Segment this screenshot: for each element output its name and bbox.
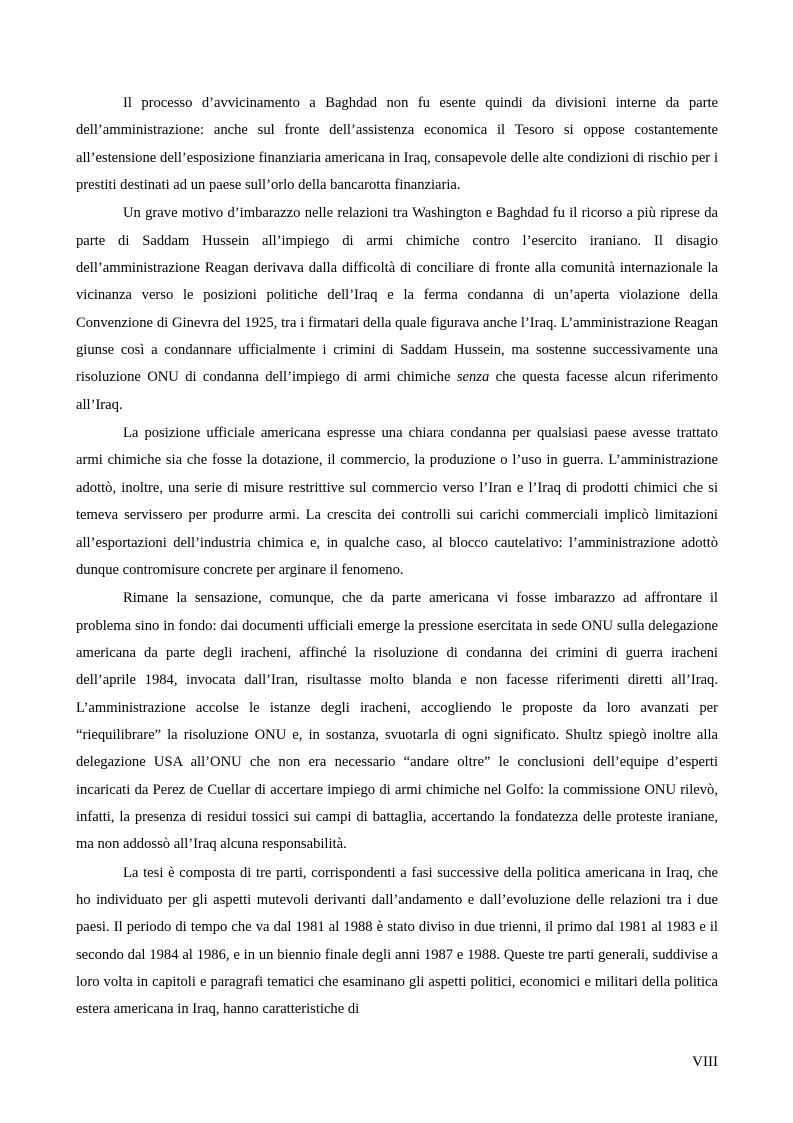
paragraph-1: Il processo d’avvicinamento a Baghdad non fu esente quindi da divisioni interne da parte dell’amministrazione: anche sul fronte dell’assistenza economica il Tesoro si oppose costantemente all’estensione dell’esposizione finanziaria americana in Iraq, consapevole delle alte condizioni di rischio per i prestiti destinati ad un paese sull’orlo della bancarotta finanziaria. <box>76 95 718 194</box>
paragraph-3: La posizione ufficiale americana espresse una chiara condanna per qualsiasi paese avesse trattato armi chimiche sia che fosse la dotazione, il commercio, la produzione o l’uso in guerra. L’amministrazione adottò, inoltre, una serie di misure restrittive sul commercio verso l’Iran e l’Iraq di prodotti chimici che si temeva servissero per produrre armi. La crescita dei controlli sui carichi commerciali implicò limitazioni all’esportazioni dell’industria chimica e, in qualche caso, al blocco cautelativo: l’amministrazione adottò dunque contromisure concrete per arginare il fenomeno. <box>76 425 718 578</box>
paragraph-2-italic-word: senza <box>456 369 490 386</box>
paragraph-4: Rimane la sensazione, comunque, che da parte americana vi fosse imbarazzo ad affrontare il problema sino in fondo: dai documenti ufficiali emerge la pressione esercitata in sede ONU sulla delegazione americana da parte degli iracheni, affinché la risoluzione di condanna dei crimini di guerra iracheni dell’aprile 1984, invocata dall’Iran, risultasse molto blanda e non facesse riferimenti diretti all’Iraq. L’amministrazione accolse le istanze degli iracheni, accogliendo le proposte da loro avanzati per “riequilibrare” la risoluzione ONU e, in sostanza, svuotarla di ogni significato. Shultz spiegò inoltre alla delegazione USA all’ONU che non era necessario “andare oltre” le conclusioni dell’equipe d’esperti incaricati da Perez de Cuellar di accertare impiego di armi chimiche nel Golfo: la commissione ONU rilevò, infatti, la presenza di residui tossici sui campi di battaglia, accertando la fondatezza delle proteste iraniane, ma non addossò all’Iraq alcuna responsabilità. <box>76 590 718 853</box>
page-body <box>76 90 718 1025</box>
page-number: VIII <box>692 1054 718 1070</box>
paragraph-2 <box>76 200 718 419</box>
paragraph-5: La tesi è composta di tre parti, corrispondenti a fasi successive della politica americana in Iraq, che ho individuato per gli aspetti mutevoli derivanti dall’andamento e dall’evoluzione delle relazioni tra i due paesi. Il periodo di tempo che va dal 1981 al 1988 è stato diviso in due trienni, il primo dal 1981 al 1983 e il secondo dal 1984 al 1986, e in un biennio finale degli anni 1987 e 1988. Queste tre parti generali, suddivise a loro volta in capitoli e paragrafi tematici che esaminano gli aspetti politici, economici e militari della politica estera americana in Iraq, hanno caratteristiche di <box>76 864 718 1018</box>
paragraph-2-text-start: Un grave motivo d’imbarazzo nelle relazioni tra Washington e Baghdad fu il ricorso a più riprese da parte di Saddam Hussein all’impiego di armi chimiche contro l’esercito iraniano. Il disagio dell’amministrazione Reagan derivava dalla difficoltà di conciliare di fronte alla comunità internazionale la vicinanza verso le posizioni politiche dell’Iraq e la ferma condanna di un’aperta violazione della Convenzione di Ginevra del 1925, tra i firmatari della quale figurava anche l’Iraq. L’amministrazione Reagan giunse così a condannare ufficialmente i crimini di Saddam Hussein, ma sostenne successivamente una risoluzione ONU di condanna dell’impiego di armi chimiche <box>76 205 718 386</box>
paragraph-2-text-end: che questa facesse alcun riferimento all’Iraq. <box>76 369 718 413</box>
